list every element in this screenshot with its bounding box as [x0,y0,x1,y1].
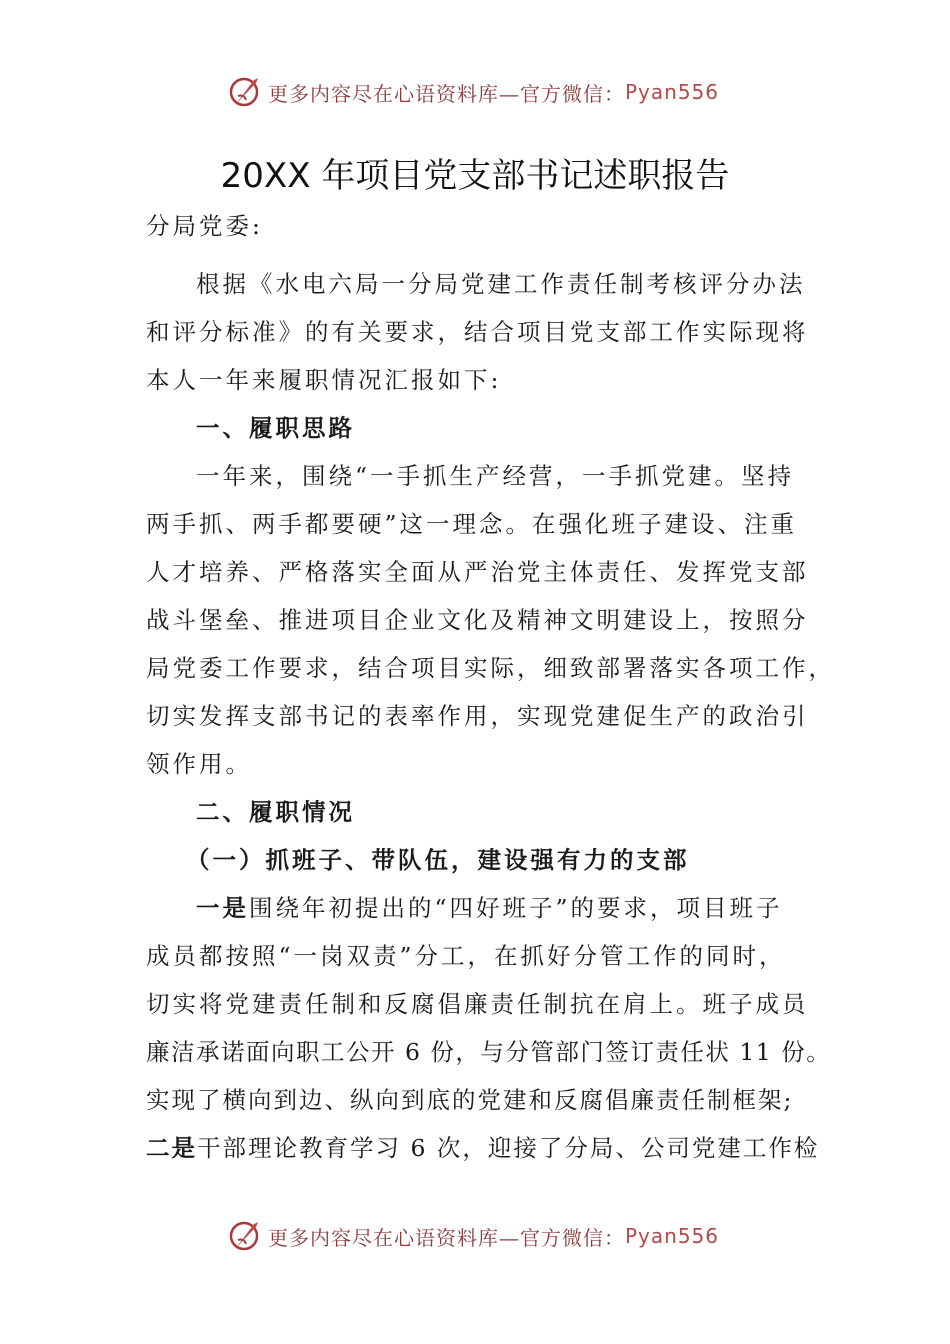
watermark-banner-bottom [228,1216,719,1256]
quill-logo-icon [228,1218,264,1254]
salutation: 分局党委: [146,212,263,240]
section-heading-2: 二、履职情况 [196,798,355,826]
p2-line-1-text: 围绕年初提出的“四好班子”的要求，项目班子 [249,894,783,922]
watermark-banner-top [228,72,719,112]
p2-line-2: 成员都按照“一岗双责”分工，在抓好分管工作的同时， [146,942,786,970]
p2-line-6 [146,1132,819,1164]
quill-logo-icon [228,74,264,110]
p1-line-2: 两手抓、两手都要硬”这一理念。在强化班子建设、注重 [146,510,798,538]
watermark-wechat-id: Pyan556 [625,80,720,104]
intro-line-1: 根据《水电六局一分局党建工作责任制考核评分办法 [196,270,806,298]
intro-line-2: 和评分标准》的有关要求，结合项目党支部工作实际现将 [146,318,809,346]
p1-line-7: 领作用。 [146,750,252,778]
p2-line-5: 实现了横向到边、纵向到底的党建和反腐倡廉责任制框架; [146,1086,794,1114]
subsection-heading: （一）抓班子、带队伍，建设强有力的支部 [186,846,690,874]
watermark-text: 更多内容尽在心语资料库—官方微信： [268,81,625,106]
p1-line-5: 局党委工作要求，结合项目实际，细致部署落实各项工作， [146,654,835,682]
p1-line-1: 一年来，围绕“一手抓生产经营，一手抓党建。坚持 [196,462,795,490]
watermark-wechat-id: Pyan556 [625,1224,720,1248]
p2-line-1 [196,892,783,924]
document-title: 20XX 年项目党支部书记述职报告 [220,156,730,196]
p1-line-6: 切实发挥支部书记的表率作用，实现党建促生产的政治引 [146,702,809,730]
watermark-text: 更多内容尽在心语资料库—官方微信： [268,1225,625,1250]
p2-lead-1: 一是 [196,894,249,922]
p2-lead-2: 二是 [146,1134,197,1162]
p1-line-4: 战斗堡垒、推进项目企业文化及精神文明建设上，按照分 [146,606,809,634]
p2-line-6-text: 干部理论教育学习 6 次，迎接了分局、公司党建工作检 [197,1134,820,1162]
section-heading-1: 一、履职思路 [196,414,355,442]
intro-line-3: 本人一年来履职情况汇报如下: [146,366,502,394]
p1-line-3: 人才培养、严格落实全面从严治党主体责任、发挥党支部 [146,558,809,586]
p2-line-4: 廉洁承诺面向职工公开 6 份，与分管部门签订责任状 11 份。 [146,1038,832,1066]
p2-line-3: 切实将党建责任制和反腐倡廉责任制抗在肩上。班子成员 [146,990,809,1018]
